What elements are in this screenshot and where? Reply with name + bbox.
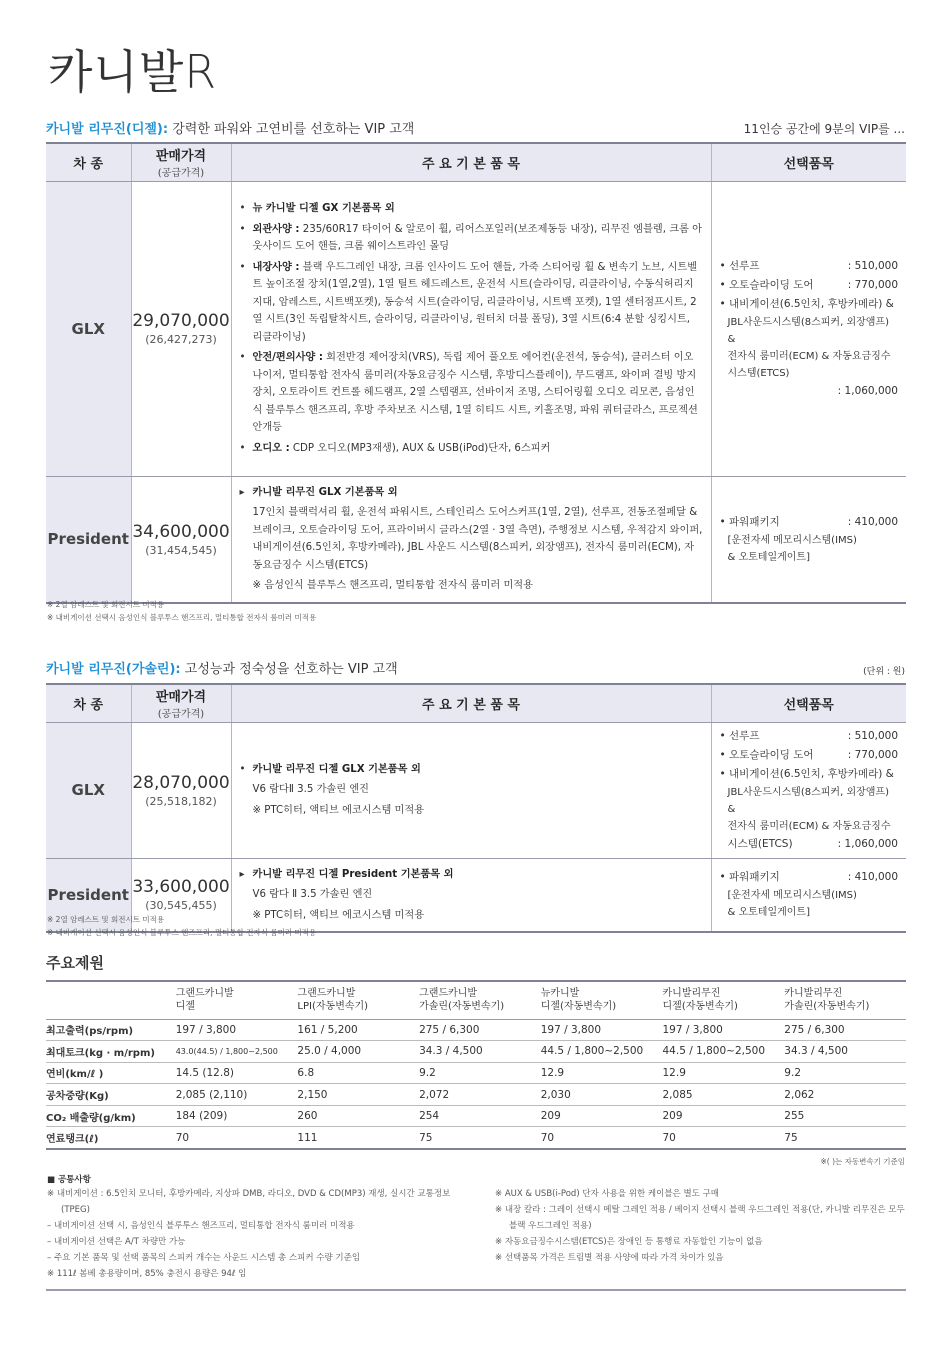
feature-text: 블랙 우드그레인 내장, 크롬 인사이드 도어 핸들, 가죽 스티어링 휠 & 변속기 노브, 시트벨트 높이조절 장치(1열,2열), 1열 틸트 헤드레스트, 운전석 시트(슬라이딩, 리클라이닝, 수동식허리지지대, 암레스트, 시트백포켓), 동승석 시트(슬라이딩, 리클라이닝, 시트백 포켓), 1열 센터점프시트, 2열 시트(3인 독립탈착시트, 슬라이딩, 리클라이닝, 원터치 더블 폴딩), 3열 시트(6:4 분할 싱킹시트, 리클라이닝) bbox=[252, 261, 698, 343]
column-line: 가솔린(자동변속기) bbox=[784, 1001, 870, 1013]
option-detail-line: & 오토테일게이트] bbox=[727, 551, 810, 563]
features-cell bbox=[231, 722, 711, 858]
features-cell bbox=[231, 181, 711, 476]
column-line: 뉴카니발 bbox=[540, 988, 580, 1000]
specs-value: 44.5 / 1,800~2,500 bbox=[663, 1041, 785, 1063]
option-name: • 오토슬라이딩 도어 bbox=[719, 748, 814, 761]
diesel-price-table bbox=[46, 142, 906, 604]
specs-value: 184 (209) bbox=[176, 1105, 298, 1127]
specs-row bbox=[46, 1127, 906, 1149]
option-item bbox=[720, 765, 899, 784]
specs-value: 209 bbox=[541, 1105, 663, 1127]
supply-price: (25,518,182) bbox=[145, 794, 217, 808]
trim-row bbox=[46, 722, 906, 858]
option-item bbox=[720, 835, 899, 854]
feature-item bbox=[240, 886, 703, 904]
gasoline-title: 카니발 리무진(가솔린): bbox=[46, 662, 181, 677]
option-item bbox=[720, 276, 899, 295]
feature-item bbox=[240, 802, 703, 820]
sale-price: 29,070,000 bbox=[132, 311, 230, 331]
trim-name: GLX bbox=[46, 181, 131, 476]
common-note: ※ 내장 칼라 : 그레이 선택시 메탈 그레인 적용 / 베이지 선택시 블랙 우드그레인 적용(단, 카니발 리무진은 모두 블랙 우드그레인 적용) bbox=[495, 1205, 905, 1231]
specs-value: 255 bbox=[784, 1105, 906, 1127]
specs-value: 209 bbox=[663, 1105, 785, 1127]
header-options: 선택품목 bbox=[711, 684, 906, 722]
bottom-divider bbox=[46, 1289, 906, 1291]
option-name: • 내비게이션(6.5인치, 후방카메라) & bbox=[719, 297, 894, 310]
specs-value: 44.5 / 1,800~2,500 bbox=[541, 1041, 663, 1063]
diesel-section-header bbox=[46, 115, 905, 137]
column-line: LPI(자동변속기) bbox=[297, 1001, 369, 1013]
header-price-label: 판매가격 bbox=[155, 149, 207, 165]
specs-value: 2,030 bbox=[541, 1084, 663, 1106]
specs-value: 34.3 / 4,500 bbox=[784, 1041, 906, 1063]
specs-value: 254 bbox=[419, 1105, 541, 1127]
specs-column-header bbox=[176, 981, 298, 1019]
common-note: – 내비게이션 선택은 A/T 차량만 가능 bbox=[47, 1237, 186, 1247]
diesel-notes bbox=[47, 598, 316, 624]
column-line: 디젤(자동변속기) bbox=[662, 1001, 738, 1013]
specs-value: 70 bbox=[663, 1127, 785, 1149]
supply-price: (30,545,455) bbox=[145, 899, 217, 913]
gasoline-subtitle: 고성능과 정숙성을 선호하는 VIP 고객 bbox=[180, 662, 398, 677]
specs-row-label: CO₂ 배출량(g/km) bbox=[46, 1105, 176, 1127]
column-line: 디젤 bbox=[175, 1001, 196, 1013]
feature-text: ※ 음성인식 블루투스 핸즈프리, 멀티통합 전자식 룸미러 미적용 bbox=[252, 580, 533, 591]
bullet-mark: • bbox=[239, 763, 246, 775]
header-features: 주 요 기 본 품 목 bbox=[231, 684, 711, 722]
option-detail-line: 시스템(ETCS) bbox=[727, 837, 793, 850]
option-name: • 오토슬라이딩 도어 bbox=[719, 278, 814, 291]
feature-item bbox=[240, 866, 703, 884]
option-price: : 510,000 bbox=[847, 259, 898, 272]
option-price: : 1,060,000 bbox=[837, 384, 898, 397]
bullet-mark: • bbox=[239, 203, 246, 214]
specs-value: 6.8 bbox=[297, 1062, 419, 1084]
bullet-mark: • bbox=[239, 261, 246, 273]
specs-value: 43.0(44.5) / 1,800~2,500 bbox=[176, 1041, 298, 1063]
common-note: – 내비게이션 선택 시, 음성인식 블루투스 핸즈프리, 멀티통합 전자식 룸미러 미적용 bbox=[47, 1221, 355, 1231]
feature-text: V6 람다Ⅱ 3.5 가솔린 엔진 bbox=[252, 784, 370, 796]
option-name: • 선루프 bbox=[719, 729, 760, 742]
specs-value: 275 / 6,300 bbox=[784, 1019, 906, 1041]
bullet-mark: • bbox=[239, 223, 246, 235]
specs-column-header bbox=[663, 981, 785, 1019]
bullet-mark: ▸ bbox=[239, 868, 245, 880]
option-detail-line: & 오토테일게이트] bbox=[727, 907, 810, 919]
header-price bbox=[131, 143, 231, 181]
feature-heading: 뉴 카니발 디젤 GX 기본품목 외 bbox=[252, 203, 395, 214]
option-detail-line: 전자식 룸미러(ECM) & 자동요금징수 bbox=[727, 350, 891, 362]
gasoline-price-table bbox=[46, 683, 906, 933]
unit-label: (단위 : 원) bbox=[863, 667, 905, 677]
options-cell bbox=[711, 722, 906, 858]
bullet-mark: • bbox=[239, 352, 246, 363]
specs-value: 111 bbox=[297, 1127, 419, 1149]
header-model: 차 종 bbox=[46, 684, 131, 722]
note-line: ※ 내비게이션 선택시 음성인식 블루투스 핸즈프리, 멀티통합 전자식 룸미러 미적용 bbox=[47, 928, 317, 937]
option-price: : 1,060,000 bbox=[837, 837, 898, 850]
specs-value: 2,150 bbox=[297, 1084, 419, 1106]
column-line: 그랜드카니발 bbox=[175, 988, 234, 1000]
feature-heading: 카니발 리무진 디젤 GLX 기본품목 외 bbox=[252, 763, 421, 775]
specs-value: 197 / 3,800 bbox=[663, 1019, 785, 1041]
option-item bbox=[720, 513, 899, 532]
column-line: 그랜드카니발 bbox=[419, 988, 478, 1000]
feature-text: 235/60R17 타이어 & 알로이 휠, 리어스포일러(보조제동등 내장), 리무진 엠블렘, 크롬 아웃사이드 도어 핸들, 크롬 웨이스트라인 몰딩 bbox=[252, 223, 703, 252]
feature-heading: 외관사양 : bbox=[252, 223, 300, 235]
trim-price-cell bbox=[131, 476, 231, 603]
trim-price-cell bbox=[131, 722, 231, 858]
features-list bbox=[240, 761, 703, 820]
common-note: ※ 선택품목 가격은 트림별 적용 사양에 따라 가격 차이가 있음 bbox=[495, 1253, 724, 1263]
specs-value: 2,062 bbox=[784, 1084, 906, 1106]
options-cell bbox=[711, 181, 906, 476]
specs-value: 2,085 (2,110) bbox=[176, 1084, 298, 1106]
specs-value: 197 / 3,800 bbox=[541, 1019, 663, 1041]
sale-price: 28,070,000 bbox=[132, 772, 230, 793]
feature-item bbox=[240, 781, 703, 799]
specs-row-label: 최고출력(ps/rpm) bbox=[46, 1019, 176, 1041]
option-item bbox=[720, 746, 899, 765]
brand-title: 카니발R bbox=[48, 45, 218, 99]
supply-price: (26,427,273) bbox=[145, 333, 217, 346]
specs-value: 25.0 / 4,000 bbox=[297, 1041, 419, 1063]
supply-price: (31,454,545) bbox=[145, 543, 217, 557]
specs-column-header bbox=[297, 981, 419, 1019]
feature-heading: 내장사양 : bbox=[252, 261, 300, 273]
bullet-mark: • bbox=[239, 442, 246, 454]
specs-value: 75 bbox=[419, 1127, 541, 1149]
option-detail-line: JBL사운드시스템(8스피커, 외장앰프) & bbox=[727, 786, 889, 815]
diesel-title: 카니발 리무진(디젤): bbox=[46, 122, 169, 137]
feature-item bbox=[240, 761, 703, 779]
features-list bbox=[240, 484, 703, 595]
specs-column-header bbox=[541, 981, 663, 1019]
header-price-label: 판매가격 bbox=[155, 690, 207, 706]
specs-row bbox=[46, 1105, 906, 1127]
specs-row-label: 연비(km/ℓ ) bbox=[46, 1062, 176, 1084]
trim-name: President bbox=[46, 858, 131, 932]
common-notes-right bbox=[495, 1186, 907, 1266]
specs-value: 70 bbox=[176, 1127, 298, 1149]
specs-value: 260 bbox=[297, 1105, 419, 1127]
common-note: ※ 자동요금징수시스템(ETCS)은 장애인 등 통행료 자동할인 기능이 없음 bbox=[495, 1237, 763, 1247]
specs-row-label: 연료탱크(ℓ) bbox=[46, 1127, 176, 1149]
feature-item bbox=[240, 349, 703, 437]
feature-heading: 안전/편의사양 : bbox=[252, 352, 323, 363]
option-detail-line: 시스템(ETCS) bbox=[727, 367, 790, 379]
feature-text: ※ PTC히터, 액티브 에코시스템 미적용 bbox=[252, 909, 425, 921]
specs-value: 12.9 bbox=[541, 1062, 663, 1084]
option-name: • 선루프 bbox=[719, 259, 760, 272]
specs-value: 275 / 6,300 bbox=[419, 1019, 541, 1041]
common-note: – 주요 기본 품목 및 선택 품목의 스피커 개수는 사운드 시스템 총 스피커 수량 기준임 bbox=[47, 1253, 361, 1263]
feature-item bbox=[240, 577, 703, 595]
specs-title: 주요제원 bbox=[46, 954, 104, 972]
specs-row bbox=[46, 1062, 906, 1084]
feature-item bbox=[240, 259, 703, 347]
note-line: ※ 내비게이션 선택시 음성인식 블루투스 핸즈프리, 멀티통합 전자식 룸미러 미적용 bbox=[47, 613, 317, 622]
sale-price: 33,600,000 bbox=[132, 877, 230, 898]
trim-row bbox=[46, 476, 906, 603]
header-model: 차 종 bbox=[46, 143, 131, 181]
specs-row bbox=[46, 1084, 906, 1106]
option-detail-line: [운전자세 메모리시스템(IMS) bbox=[727, 534, 857, 546]
column-line: 디젤(자동변속기) bbox=[540, 1001, 617, 1013]
option-price: : 770,000 bbox=[847, 748, 898, 761]
option-item bbox=[720, 868, 899, 887]
option-price: : 410,000 bbox=[847, 871, 898, 884]
specs-value: 75 bbox=[784, 1127, 906, 1149]
feature-heading: 카니발 리무진 디젤 President 기본품목 외 bbox=[252, 868, 454, 880]
options-cell bbox=[711, 476, 906, 603]
feature-text: ※ PTC히터, 액티브 에코시스템 미적용 bbox=[252, 804, 425, 816]
header-price-sub: (공급가격) bbox=[157, 168, 205, 180]
specs-value: 14.5 (12.8) bbox=[176, 1062, 298, 1084]
specs-value: 161 / 5,200 bbox=[297, 1019, 419, 1041]
option-detail-line: 전자식 룸미러(ECM) & 자동요금징수 bbox=[727, 820, 891, 832]
common-notes-left bbox=[47, 1186, 467, 1282]
column-line: 가솔린(자동변속기) bbox=[419, 1001, 505, 1013]
note-line: ※ 2열 암레스트 및 회전시트 미적용 bbox=[47, 600, 165, 609]
common-note: ※ AUX & USB(i-Pod) 단자 사용을 위한 케이블은 별도 구매 bbox=[495, 1189, 720, 1199]
trim-name: President bbox=[46, 476, 131, 603]
feature-item bbox=[240, 484, 703, 502]
specs-value: 70 bbox=[541, 1127, 663, 1149]
common-title: ■ 공통사항 bbox=[47, 1175, 91, 1185]
specs-table bbox=[46, 980, 906, 1150]
feature-item bbox=[240, 440, 703, 458]
specs-column-header bbox=[784, 981, 906, 1019]
specs-value: 9.2 bbox=[784, 1062, 906, 1084]
column-line: 카니발리무진 bbox=[784, 988, 843, 1000]
option-name: • 파워패키지 bbox=[719, 871, 780, 884]
header-options: 선택품목 bbox=[711, 143, 906, 181]
specs-row-label: 최대토크(kg · m/rpm) bbox=[46, 1041, 176, 1063]
specs-value: 34.3 / 4,500 bbox=[419, 1041, 541, 1063]
specs-value: 9.2 bbox=[419, 1062, 541, 1084]
feature-text: 회전반경 제어장치(VRS), 독립 제어 풀오토 에어컨(운전석, 동승석), 클러스터 이오나이저, 멀티통합 전자식 룸미러(자동요금징수 시스템, 후방디스플레이), 무드램프, 와이퍼 결빙 방지장치, 오토라이트 컨트롤 헤드램프, 2열 스텝램프, 선바이저 조명, 스티어링휠 오디오 리모콘, 음성인식 블루투스 핸즈프리, 후방 주차보조 시스템, 1열 히티드 시트, 키홀조명, 파워 쿼터글라스, 프로젝션 안개등 bbox=[252, 352, 698, 433]
bullet-mark: ▸ bbox=[239, 486, 245, 498]
gasoline-section-header bbox=[46, 655, 905, 677]
option-price: : 770,000 bbox=[847, 278, 898, 291]
option-price: : 510,000 bbox=[847, 729, 898, 742]
specs-value: 12.9 bbox=[663, 1062, 785, 1084]
specs-column-header bbox=[419, 981, 541, 1019]
column-line: 카니발리무진 bbox=[662, 988, 721, 1000]
features-cell bbox=[231, 476, 711, 603]
header-price bbox=[131, 684, 231, 722]
feature-item bbox=[240, 221, 703, 256]
header-features: 주 요 기 본 품 목 bbox=[231, 143, 711, 181]
option-item bbox=[720, 727, 899, 746]
options-cell bbox=[711, 858, 906, 932]
common-note: ※ 111ℓ 봄베 총용량이며, 85% 충전시 용량은 94ℓ 임 bbox=[47, 1269, 247, 1279]
header-price-sub: (공급가격) bbox=[157, 709, 205, 721]
option-price: : 410,000 bbox=[847, 515, 898, 528]
features-list bbox=[240, 200, 703, 457]
option-name: • 파워패키지 bbox=[719, 515, 780, 528]
specs-corner bbox=[46, 981, 176, 1019]
trim-price-cell bbox=[131, 181, 231, 476]
column-line: 그랜드카니발 bbox=[297, 988, 356, 1000]
option-item bbox=[720, 257, 899, 276]
gasoline-notes bbox=[47, 913, 316, 939]
diesel-subtitle: 강력한 파워와 고연비를 선호하는 VIP 고객 bbox=[168, 122, 415, 137]
feature-item bbox=[240, 200, 703, 218]
trim-row bbox=[46, 181, 906, 476]
option-detail-line: [운전자세 메모리시스템(IMS) bbox=[727, 890, 857, 902]
feature-item bbox=[240, 504, 703, 574]
specs-value: 2,085 bbox=[663, 1084, 785, 1106]
option-item bbox=[720, 295, 899, 314]
feature-heading: 오디오 : bbox=[252, 442, 290, 454]
feature-text: 17인치 블랙럭셔리 휠, 운전석 파워시트, 스테인리스 도어스커프(1열, 2열), 선루프, 전동조절페달 & 브레이크, 오토슬라이딩 도어, 프라이버시 글라스(2열 · 3열 측면), 주행정보 시스템, 우적감지 와이퍼, 내비게이션(6.5인치, 후방카메라), JBL 사운드 시스템(8스피커, 외장앰프), 전자식 룸미러(ECM), 자동요금징수 시스템(ETCS) bbox=[252, 507, 703, 571]
specs-value: 197 / 3,800 bbox=[176, 1019, 298, 1041]
specs-row bbox=[46, 1019, 906, 1041]
trim-name: GLX bbox=[46, 722, 131, 858]
option-name: • 내비게이션(6.5인치, 후방카메라) & bbox=[719, 767, 894, 780]
option-detail-line: JBL사운드시스템(8스피커, 외장앰프) & bbox=[727, 316, 889, 345]
note-line: ※ 2열 암레스트 및 회전시트 미적용 bbox=[47, 915, 165, 924]
specs-row-label: 공차중량(Kg) bbox=[46, 1084, 176, 1106]
feature-text: V6 람다 Ⅱ 3.5 가솔린 엔진 bbox=[252, 889, 373, 900]
diesel-tagline: 11인승 공간에 9분의 VIP를 ... bbox=[743, 122, 905, 136]
specs-footnote: ※( )는 자동변속기 기준임 bbox=[820, 1157, 905, 1166]
sale-price: 34,600,000 bbox=[132, 521, 230, 542]
specs-row bbox=[46, 1041, 906, 1063]
feature-heading: 카니발 리무진 GLX 기본품목 외 bbox=[252, 486, 398, 498]
specs-value: 2,072 bbox=[419, 1084, 541, 1106]
common-note: ※ 내비게이션 : 6.5인치 모니터, 후방카메라, 지상파 DMB, 라디오, DVD & CD(MP3) 재생, 실시간 교통정보(TPEG) bbox=[47, 1189, 451, 1215]
feature-text: CDP 오디오(MP3재생), AUX & USB(iPod)단자, 6스피커 bbox=[289, 442, 551, 454]
